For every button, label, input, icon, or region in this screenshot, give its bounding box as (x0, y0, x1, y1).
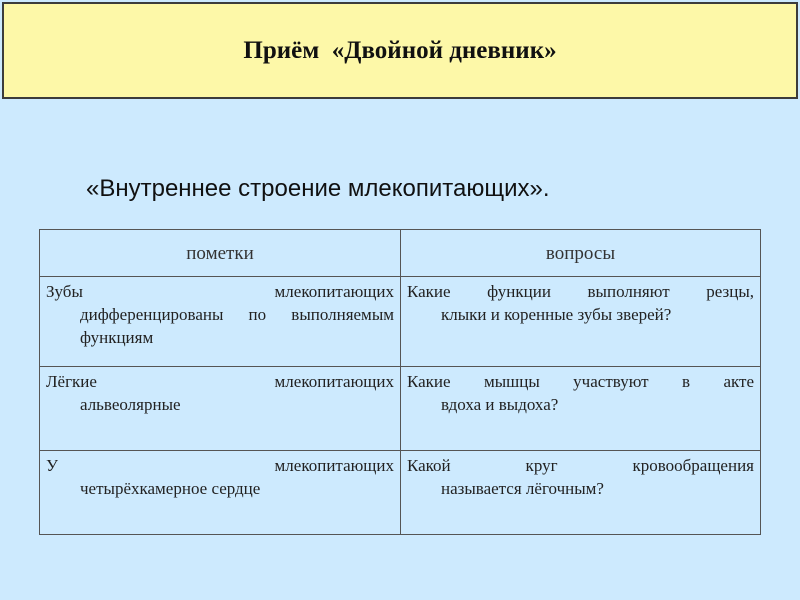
table-row (40, 277, 761, 367)
question-continuation: называется лёгочным? (441, 479, 604, 498)
question-cell (401, 277, 761, 367)
question-cell (401, 451, 761, 535)
table-row (40, 451, 761, 535)
question-first-line: Какие мышцы участвуют в акте (407, 372, 754, 391)
header-questions: вопросы (401, 230, 761, 277)
question-first-line: Какие функции выполняют резцы, (407, 282, 754, 301)
note-cell (40, 367, 401, 451)
header-notes: пометки (40, 230, 401, 277)
note-continuation: альвеолярные (80, 395, 181, 414)
note-cell (40, 451, 401, 535)
note-continuation: дифференцированы по выполняемым функциям (80, 305, 394, 347)
question-cell (401, 367, 761, 451)
note-first-line: У млекопитающих (46, 456, 394, 475)
double-diary-table (39, 229, 761, 535)
question-continuation: клыки и коренные зубы зверей? (441, 305, 672, 324)
note-continuation: четырёхкамерное сердце (80, 479, 261, 498)
topic-subtitle: «Внутреннее строение млекопитающих». (86, 175, 550, 202)
table-header-row (40, 230, 761, 277)
page-title: Приём «Двойной дневник» (243, 36, 557, 64)
question-first-line: Какой круг кровообращения (407, 456, 754, 475)
note-first-line: Лёгкие млекопитающих (46, 372, 394, 391)
question-continuation: вдоха и выдоха? (441, 395, 559, 414)
note-cell (40, 277, 401, 367)
title-banner (2, 2, 798, 99)
note-first-line: Зубы млекопитающих (46, 282, 394, 301)
table-row (40, 367, 761, 451)
